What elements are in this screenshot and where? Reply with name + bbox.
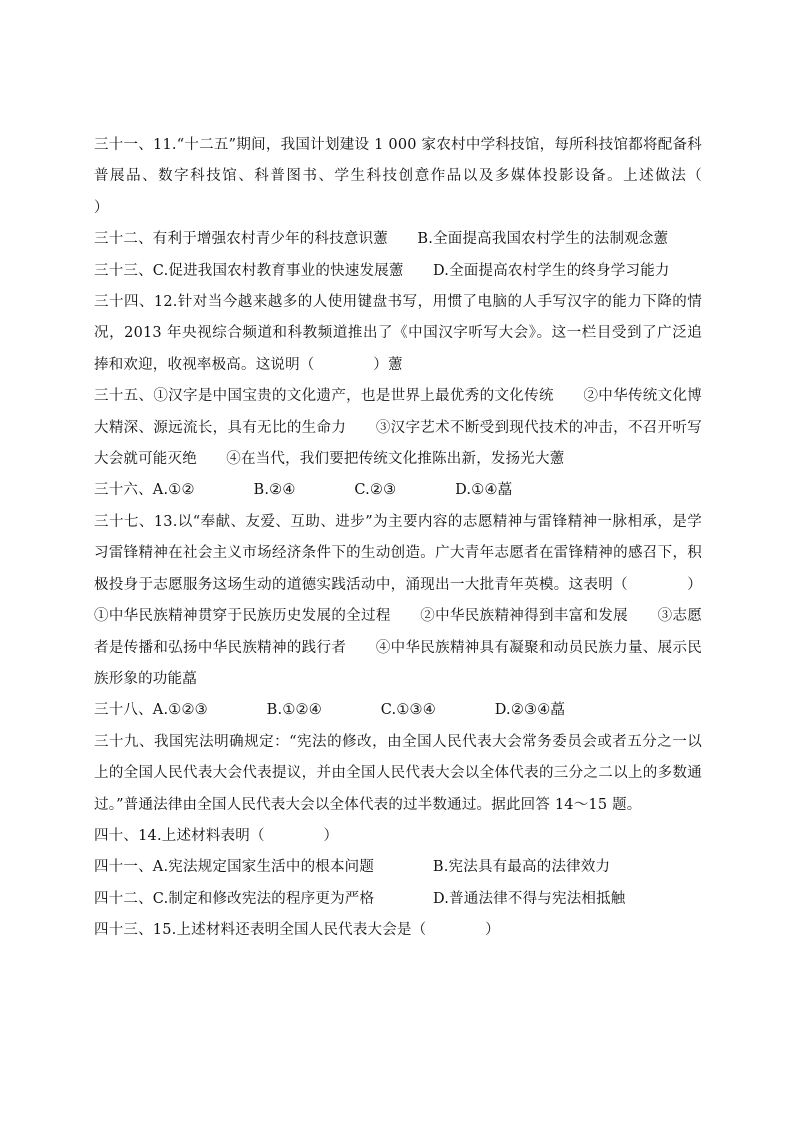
paragraph-38: 三十八、A.①②③ B.①②④ C.①③④ D.②③④藠 [94, 702, 566, 719]
paragraph-32: 三十二、有利于增强农村青少年的科技意识藼 B.全面提高我国农村学生的法制观念藼 [94, 231, 669, 248]
paragraph-35: 三十五、①汉字是中国宝贵的文化遗产，也是世界上最优秀的文化传统 ②中华传统文化博大精深、源远流长，具有无比的生命力 ③汉字艺术不断受到现代技术的冲击，不召开听写大会就可能灭绝 ④在当代，我们要把传统文化推陈出新，发扬光大藼 [94, 388, 702, 468]
paragraph-43: 四十三、15.上述材料还表明全国人民代表大会是（ ） [94, 922, 500, 939]
paragraph-42: 四十二、C.制定和修改宪法的程序更为严格 D.普通法律不得与宪法相抵触 [94, 890, 626, 907]
paragraph-34: 三十四、12.针对当今越来越多的人使用键盘书写，用惯了电脑的人手写汉字的能力下降的情况，2013 年央视综合频道和科教频道推出了《中国汉字听写大会》。这一栏目受到了广泛追捧和欢迎，收视率极高。这说明（ ）藼 [94, 294, 702, 373]
paragraph-39: 三十九、我国宪法明确规定：“宪法的修改，由全国人民代表大会常务委员会或者五分之一以上的全国人民代表大会代表提议，并由全国人民代表大会以全体代表的三分之二以上的多数通过。”普通法律由全国人民代表大会以全体代表的过半数通过。据此回答 14～15 题。 [94, 733, 702, 813]
document-body [94, 130, 761, 947]
paragraph-33: 三十三、C.促进我国农村教育事业的快速发展藼 D.全面提高农村学生的终身学习能力 [94, 262, 670, 279]
paragraph-31: 三十一、11.“十二五”期间，我国计划建设 1 000 家农村中学科技馆，每所科技馆都将配备科普展品、数字科技馆、科普图书、学生科技创意作品以及多媒体投影设备。上述做法（ ） [94, 137, 761, 216]
paragraph-36: 三十六、A.①② B.②④ C.②③ D.①④藠 [94, 482, 513, 499]
paragraph-41: 四十一、A.宪法规定国家生活中的根本问题 B.宪法具有最高的法律效力 [94, 859, 611, 876]
paragraph-37: 三十七、13.以“奉献、友爱、互助、进步”为主要内容的志愿精神与雷锋精神一脉相承，是学习雷锋精神在社会主义市场经济条件下的生动创造。广大青年志愿者在雷锋精神的感召下，积极投身于志愿服务这场生动的道德实践活动中，涌现出一大批青年英模。这表明（ ）①中华民族精神贯穿于民族历史发展的全过程 ②中华民族精神得到丰富和发展 ③志愿者是传播和弘扬中华民族精神的践行者 ④中华民族精神具有凝聚和动员民族力量、展示民族形象的功能藠 [94, 513, 702, 687]
paragraph-40: 四十、14.上述材料表明（ ） [94, 827, 339, 844]
